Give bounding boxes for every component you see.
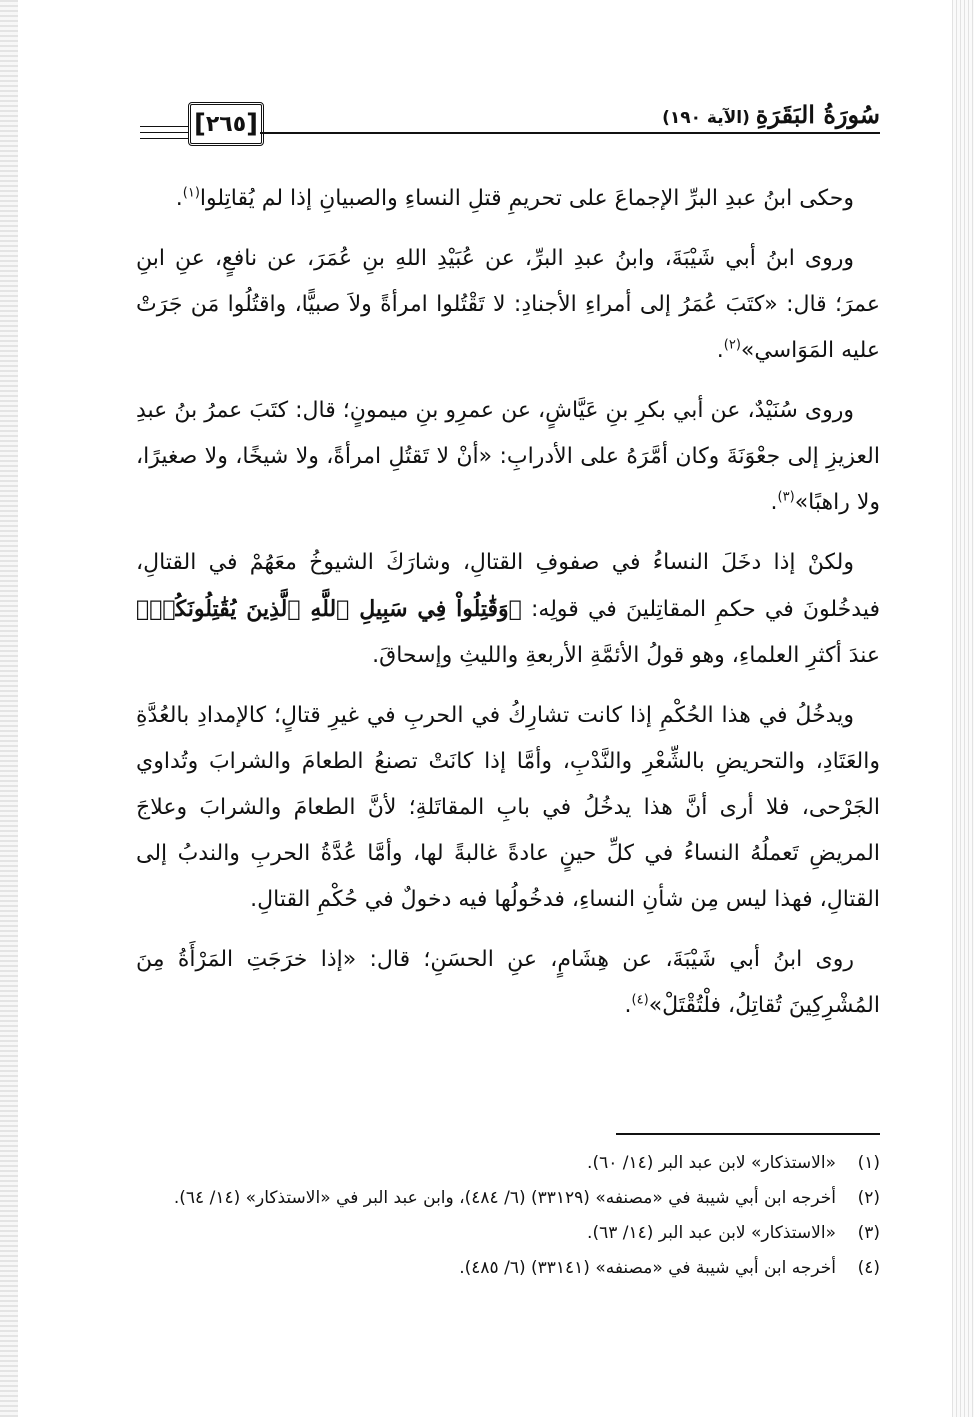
footnote-ref: (١) <box>182 185 200 201</box>
paragraph-text: ولكنْ إذا دخَلَ النساءُ في صفوفِ القتالِ، وشارَكَ الشيوخُ معَهُمْ في القتالِ، فيدخُلونَ في حكمِ المقاتِلينَ في قولِه: <box>136 550 880 622</box>
paragraph-text: روى ابنُ أبي شَيْبَةَ، عن هِشَامٍ، عنِ الحسَنِ؛ قال: «إذا خرَجَتِ المَرْأَةُ مِنَ المُشْرِكِينَ تُقاتِلُ، فلْتُقْتَلْ» <box>136 947 880 1018</box>
footnote-text: أخرجه ابن أبي شيبة في «مصنفه» (٣٣١٢٩) (٦/ ٤٨٤)، وابن عبد البر في «الاستذكار» (١٤/ ٦٤). <box>173 1188 836 1208</box>
paragraph-text: وحكى ابنُ عبدِ البرِّ الإجماعَ على تحريمِ قتلِ النساءِ والصبيانِ إذا لم يُقاتِلوا <box>199 186 854 211</box>
footnote-text: أخرجه ابن أبي شيبة في «مصنفه» (٣٣١٤١) (٦/ ٤٨٥). <box>459 1258 836 1278</box>
header-rule-left-top <box>140 126 190 127</box>
page-header <box>140 96 880 146</box>
footnote-number: (٣) <box>857 1223 880 1243</box>
paragraph-tail: . <box>716 338 724 363</box>
surah-name: سُورَةُ البَقَرَةِ <box>755 100 880 129</box>
paragraph-text: ويدخُلُ في هذا الحُكْمِ إذا كانت تشارِكُ في الحربِ في غيرِ قتالٍ؛ كالإمدادِ بالعُدَّةِ والعَتَادِ، والتحريضِ بالشِّعْرِ والنَّدْبِ، وأمَّا إذا كانَتْ تصنعُ الطعامَ والشرابَ وتُداوي الجَرْحى، فلا أرى أنَّ هذا يدخُلُ في بابِ المقاتَلةِ؛ لأنَّ الطعامَ والشرابَ وعلاجَ المريضِ تَعملُهُ النساءُ في كلِّ حينٍ عادةً غالبةً لها، وأمَّا عُدَّةُ الحربِ والندبُ إلى القتالِ، فهذا ليس مِن شأنِ النساءِ، فدخُولُها فيه دخولٌ في حُكْمِ القتالِ. <box>136 703 880 912</box>
header-rule-left-middle <box>140 132 190 133</box>
paragraph-4 <box>136 540 880 679</box>
quran-verse: ﴿وَقَٰتِلُواْ فِي سَبِيلِ ٱللَّهِ ٱلَّذِينَ يُقَٰتِلُونَكُمۡ﴾ <box>136 596 522 622</box>
paragraph-tail: . <box>175 186 183 211</box>
paragraph-5 <box>136 693 880 923</box>
header-rule <box>260 132 880 134</box>
footnotes <box>136 1146 880 1286</box>
page-number: ٢٦٥ <box>205 111 247 137</box>
verse-label: (الآية ١٩٠) <box>662 108 750 128</box>
paragraph-tail: . <box>624 993 632 1018</box>
scan-edge-left <box>0 0 18 1417</box>
paragraph-3 <box>136 388 880 526</box>
header-rule-left-bottom <box>140 138 190 139</box>
footnote-ref: (٢) <box>723 337 741 353</box>
paragraph-2 <box>136 236 880 374</box>
footnote-number: (٢) <box>857 1188 880 1208</box>
paragraph-tail: . <box>770 490 778 515</box>
bracket-right-glyph: ] <box>246 109 259 139</box>
footnote-2 <box>136 1181 880 1216</box>
bracket-left-glyph: [ <box>193 109 206 139</box>
paragraph-6 <box>136 937 880 1029</box>
paragraph-after: عندَ أكثرِ العلماءِ، وهو قولُ الأئمَّةِ الأربعةِ والليثِ وإسحاقَ. <box>372 643 880 668</box>
paragraph-text: وروى ابنُ أبي شَيْبَةَ، وابنُ عبدِ البرِّ، عن عُبَيْدِ اللهِ بنِ عُمَرَ، عن نافعٍ، عنِ ابنِ عمرَ؛ قال: «كتَبَ عُمَرُ إلى أمراءِ الأجنادِ: لا تَقْتُلوا امرأةً ولاَ صبيًّا، واقتُلُوا مَن جَرَتْ عليه المَوَاسي» <box>136 246 880 363</box>
footnote-1 <box>136 1146 880 1181</box>
footnote-ref: (٤) <box>631 992 649 1008</box>
scan-edge-right <box>952 0 974 1417</box>
footnote-text: «الاستذكار» لابن عبد البر (١٤/ ٦٣). <box>587 1223 836 1243</box>
footnote-number: (١) <box>857 1153 880 1173</box>
page-number-box <box>188 102 264 146</box>
footnote-number: (٤) <box>857 1258 880 1278</box>
paragraph-text: وروى سُنَيْدٌ، عن أبي بكرِ بنِ عَيَّاشٍ، عن عمرِو بنِ ميمونٍ؛ قال: كتَبَ عمرُ بنُ عبدِ العزيزِ إلى جعْوَنَةَ وكان أمَّرَهُ على الأدرابِ: «أنْ لا تَقتُلِ امرأةً، ولا شيخًا، ولا صغيرًا، ولا راهبًا» <box>136 398 880 515</box>
footnote-ref: (٣) <box>777 489 795 505</box>
main-text <box>136 176 880 1043</box>
footnote-4 <box>136 1251 880 1286</box>
running-head <box>662 100 880 129</box>
footnote-3 <box>136 1216 880 1251</box>
footnote-text: «الاستذكار» لابن عبد البر (١٤/ ٦٠). <box>587 1153 836 1173</box>
paragraph-1 <box>136 176 880 222</box>
footnote-rule <box>616 1133 880 1135</box>
